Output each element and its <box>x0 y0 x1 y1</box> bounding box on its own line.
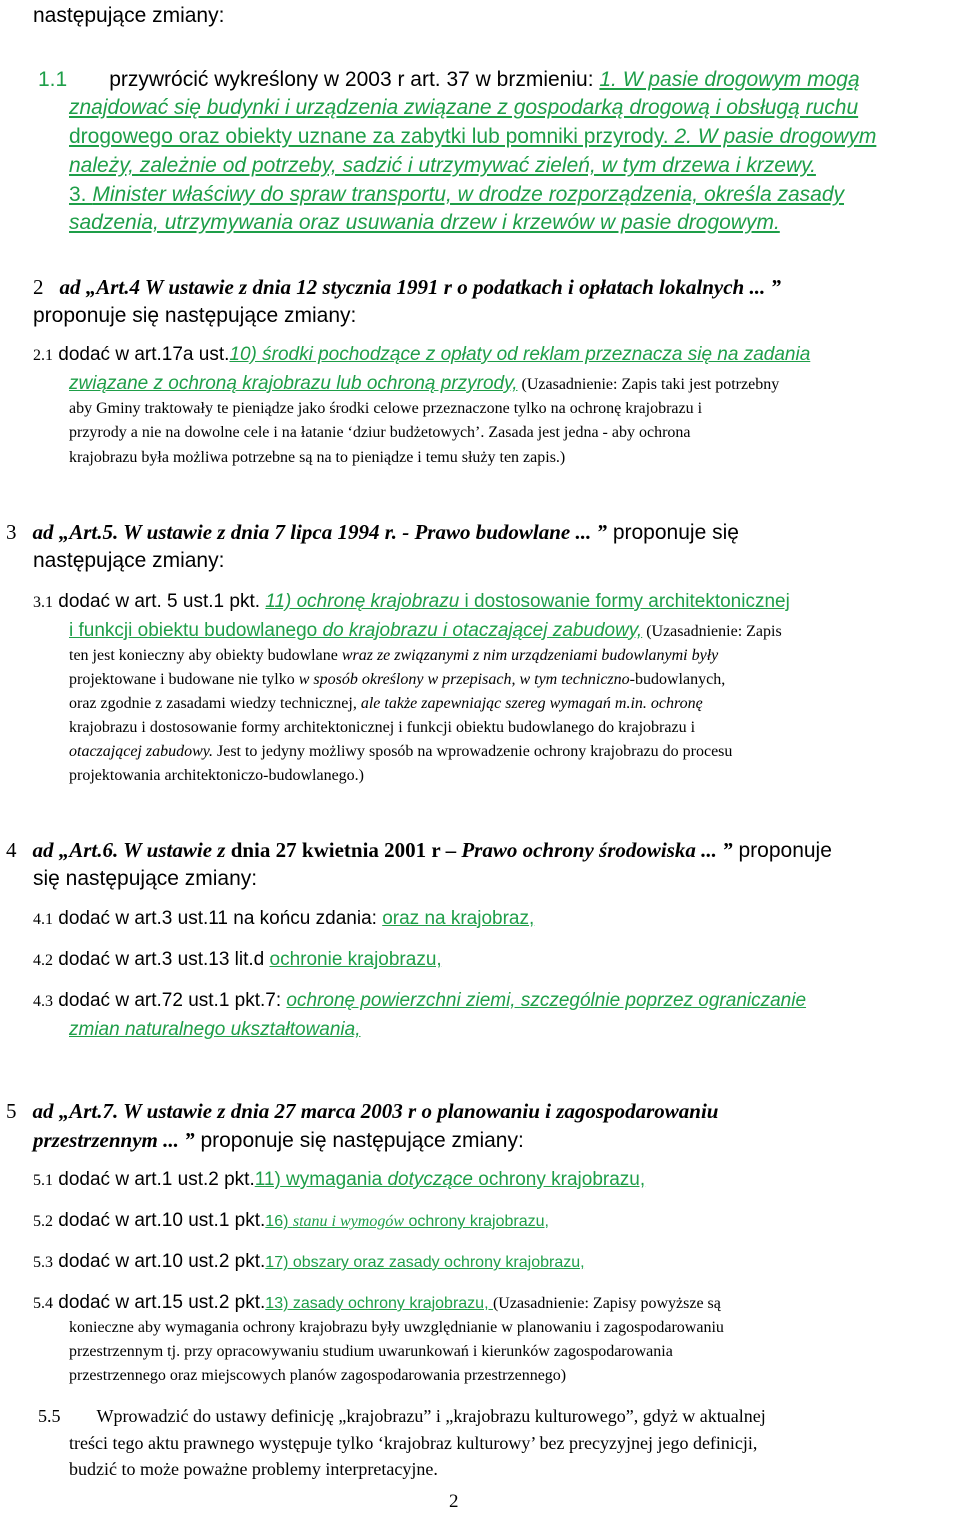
section-4-title-e: proponuje <box>732 839 832 862</box>
section-5-title-b: przestrzennym ... ” <box>33 1128 195 1152</box>
section-2-subheading: proponuje się następujące zmiany: <box>33 304 357 327</box>
item-4-1-green: oraz na krajobraz, <box>382 908 535 929</box>
item-5-2-lead: dodać w art.10 ust.1 pkt. <box>53 1210 266 1231</box>
quote-line-1: 1. W pasie drogowym mogą <box>599 68 860 91</box>
item-5-2-green-3: ochrony krajobrazu, <box>404 1213 549 1230</box>
item-5-1-number: 5.1 <box>33 1172 53 1189</box>
item-2-1-green-1: 10) środki pochodzące z opłaty od reklam przeznacza się na zadania <box>229 344 811 365</box>
section-2-number: 2 <box>33 275 44 299</box>
item-3-1-green-1a: 11) ochronę krajobrazu <box>265 591 460 612</box>
section-2-title: ad „Art.4 W ustawie z dnia 12 stycznia 1991 r o podatkach i opłatach lokalnych ... ” <box>59 275 781 299</box>
item-2-1-line-1 <box>33 344 810 366</box>
quote-line-2: znajdować się budynki i urządzenia związane z gospodarką drogową i obsługą ruchu <box>69 96 859 119</box>
item-5-1-green-4: ochrony krajobrazu, <box>473 1169 646 1190</box>
item-4-2-green: ochronie krajobrazu, <box>269 949 442 970</box>
quote-line-4: należy, zależnie od potrzeby, sadzić i utrzymywać zieleń, w tym drzewa i krzewy. <box>69 154 816 177</box>
section-3-title-tail: proponuje się <box>607 521 739 544</box>
item-5-1-lead: dodać w art.1 ust.2 pkt. <box>53 1169 255 1190</box>
item-3-1-number: 3.1 <box>33 594 53 611</box>
item-5-5-text-3: budzić to może poważne problemy interpretacyjne. <box>69 1459 438 1479</box>
item-5-2-number: 5.2 <box>33 1213 53 1230</box>
item-4-3-number: 4.3 <box>33 993 53 1010</box>
item-2-1-reason-4: krajobrazu była możliwa potrzebne są na to pieniądze i temu służy ten zapis.) <box>69 449 566 466</box>
item-5-2 <box>33 1210 549 1232</box>
item-3-1-reason-7: projektowania architektoniczo-budowlanego.) <box>69 767 364 784</box>
item-5-3-number: 5.3 <box>33 1254 53 1271</box>
quote-line-3 <box>69 125 876 149</box>
item-5-4-reason-4: przestrzennego oraz miejscowych planów zagospodarowania przestrzennego) <box>69 1367 567 1384</box>
item-3-1-line-1 <box>33 591 790 613</box>
item-2-1-reason-3: przyrody a nie na dowolne cele i na łatanie ‘dziur budżetowych’. Zasada jest jedna - aby ochrona <box>69 424 691 441</box>
item-5-3 <box>33 1251 585 1273</box>
item-5-4-reason-1: (Uzasadnienie: Zapisy powyższe są <box>492 1295 721 1312</box>
item-4-2-lead: dodać w art.3 ust.13 lit.d <box>53 949 270 970</box>
section-3-title: ad „Art.5. W ustawie z dnia 7 lipca 1994 r. - Prawo budowlane ... ” <box>32 520 607 544</box>
item-4-3-line-1 <box>33 990 806 1012</box>
item-5-2-green-2: stanu i wymogów <box>292 1213 404 1230</box>
item-5-4-lead: dodać w art.15 ust.2 pkt. <box>53 1292 266 1313</box>
item-2-1-green-2: związane z ochroną krajobrazu lub ochroną przyrody, <box>69 373 518 394</box>
item-4-1-lead: dodać w art.3 ust.11 na końcu zdania: <box>53 908 383 929</box>
item-2-1-number: 2.1 <box>33 347 53 364</box>
item-3-1-reason-5: krajobrazu i dostosowanie formy architektonicznej i funkcji obiektu budowlanego do krajobrazu i <box>69 719 696 736</box>
quote-line-3a: drogowego oraz obiekty uznane za zabytki lub pomniki przyrody. <box>69 125 675 148</box>
item-3-1-reason-3a: projektowane i budowane nie tylko <box>69 671 299 688</box>
section-5-heading <box>6 1099 718 1123</box>
section-5-number: 5 <box>6 1099 17 1123</box>
item-4-3-lead: dodać w art.72 ust.1 pkt.7: <box>53 990 287 1011</box>
item-3-1-reason-2 <box>69 647 718 665</box>
item-3-1-green-2a: i funkcji obiektu budowlanego <box>69 620 323 641</box>
item-5-3-lead: dodać w art.10 ust.2 pkt. <box>53 1251 266 1272</box>
section-4-number: 4 <box>6 838 17 862</box>
section-5-heading-2 <box>33 1128 524 1153</box>
section-5-title-c: proponuje się następujące zmiany: <box>194 1129 524 1152</box>
item-5-5-text-2: treści tego aktu prawnego występuje tylko ‘krajobraz kulturowy’ bez precyzyjnej jego definicji, <box>69 1433 758 1453</box>
section-3-heading <box>6 520 739 545</box>
section-4-title-d: Prawo ochrony środowiska ... ” <box>461 838 733 862</box>
item-5-5-line-1 <box>38 1406 766 1427</box>
item-5-1-green-1: 11) <box>254 1169 281 1190</box>
item-1-1-number: 1.1 <box>38 68 68 91</box>
item-2-1-line-2 <box>69 373 779 395</box>
item-3-1-reason-4a: oraz zgodnie z zasadami wiedzy technicznej, <box>69 695 361 712</box>
item-3-1-reason-6b: Jest to jedyny możliwy sposób na wprowadzenie ochrony krajobrazu do procesu <box>212 743 733 760</box>
item-3-1-reason-6 <box>69 743 732 761</box>
section-2-heading <box>33 275 781 299</box>
item-1-1-line-1 <box>38 68 860 92</box>
item-3-1-reason-2b: wraz ze związanymi z nim urządzeniami budowlanymi były <box>341 647 719 664</box>
item-4-2-number: 4.2 <box>33 952 53 969</box>
section-4-title-b: dnia 27 kwietnia 2001 r <box>225 838 446 862</box>
item-3-1-reason-4 <box>69 695 703 713</box>
item-3-1-line-2 <box>69 620 782 642</box>
item-4-3-green-2: zmian naturalnego ukształtowania, <box>69 1019 361 1040</box>
item-3-1-green-1b: i dostosowanie formy architektonicznej <box>459 591 790 612</box>
item-3-1-reason-4b: ale także zapewniając szereg wymagań m.in. ochronę <box>360 695 703 712</box>
item-3-1-reason-6a: otaczającej zabudowy. <box>69 743 213 760</box>
quote-line-5 <box>69 183 844 207</box>
item-5-4-green: 13) zasady ochrony krajobrazu, <box>265 1295 493 1312</box>
item-4-1 <box>33 908 534 930</box>
quote-line-6: sadzenia, utrzymywania oraz usuwania drzew i krzewów w pasie drogowym. <box>69 211 780 234</box>
section-3-number: 3 <box>6 520 17 544</box>
section-5-title-a: ad „Art.7. W ustawie z dnia 27 marca 2003 r o planowaniu i zagospodarowaniu <box>32 1099 719 1123</box>
item-5-4-number: 5.4 <box>33 1295 53 1312</box>
item-3-1-reason-3 <box>69 671 725 689</box>
section-4-heading <box>6 838 832 863</box>
item-5-4-reason-2: konieczne aby wymagania ochrony krajobrazu były uwzględnianie w planowaniu i zagospodarowaniu <box>69 1319 724 1336</box>
section-4-title-a: ad „Art.6. W ustawie z <box>32 838 226 862</box>
page-number: 2 <box>449 1491 459 1512</box>
item-5-1 <box>33 1169 645 1191</box>
item-5-2-green-1: 16) <box>265 1213 293 1230</box>
section-4-title-c: – <box>445 838 462 862</box>
item-3-1-reason-2a: ten jest konieczny aby obiekty budowlane <box>69 647 342 664</box>
item-4-2 <box>33 949 442 971</box>
item-5-4-reason-3: przestrzennym tj. przy opracowywaniu studium uwarunkowań i kierunków zagospodarowania <box>69 1343 673 1360</box>
item-4-3-green-1: ochronę powierzchni ziemi, szczególnie poprzez ograniczanie <box>286 990 807 1011</box>
item-5-1-green-3: dotyczące <box>387 1169 473 1190</box>
section-3-subheading: następujące zmiany: <box>33 549 225 572</box>
item-3-1-green-2b: do krajobrazu i otaczającej zabudowy, <box>322 620 643 641</box>
quote-line-5a: 3. <box>69 183 93 206</box>
section-1-continuation: następujące zmiany: <box>33 4 225 27</box>
item-4-1-number: 4.1 <box>33 911 53 928</box>
item-2-1-reason-1: (Uzasadnienie: Zapis taki jest potrzebny <box>517 376 780 393</box>
item-5-3-green: 17) obszary oraz zasady ochrony krajobrazu, <box>265 1254 585 1271</box>
item-3-1-lead: dodać w art. 5 ust.1 pkt. <box>53 591 266 612</box>
quote-line-3b: 2. W pasie drogowym <box>674 125 877 148</box>
item-5-4-line-1 <box>33 1292 721 1314</box>
section-4-subheading: się następujące zmiany: <box>33 867 258 890</box>
item-5-1-green-2: wymagania <box>280 1169 388 1190</box>
item-3-1-reason-3b: w sposób określony w przepisach, w tym techniczno <box>298 671 630 688</box>
item-2-1-reason-2: aby Gminy traktowały te pieniądze jako środki celowe przeznaczone tylko na ochronę krajobrazu i <box>69 400 703 417</box>
item-1-1-intro: przywrócić wykreślony w 2003 r art. 37 w brzmieniu: <box>109 68 600 91</box>
item-5-5-text-1: Wprowadzić do ustawy definicję „krajobrazu” i „krajobrazu kulturowego”, gdyż w aktualnej <box>96 1406 766 1426</box>
item-2-1-lead: dodać w art.17a ust. <box>53 344 230 365</box>
item-3-1-reason-1: (Uzasadnienie: Zapis <box>642 623 782 640</box>
quote-line-5b: Minister właściwy do spraw transportu, w drodze rozporządzenia, określa zasady <box>92 183 845 206</box>
item-5-5-number: 5.5 <box>38 1406 61 1426</box>
item-3-1-reason-3c: -budowlanych, <box>629 671 726 688</box>
